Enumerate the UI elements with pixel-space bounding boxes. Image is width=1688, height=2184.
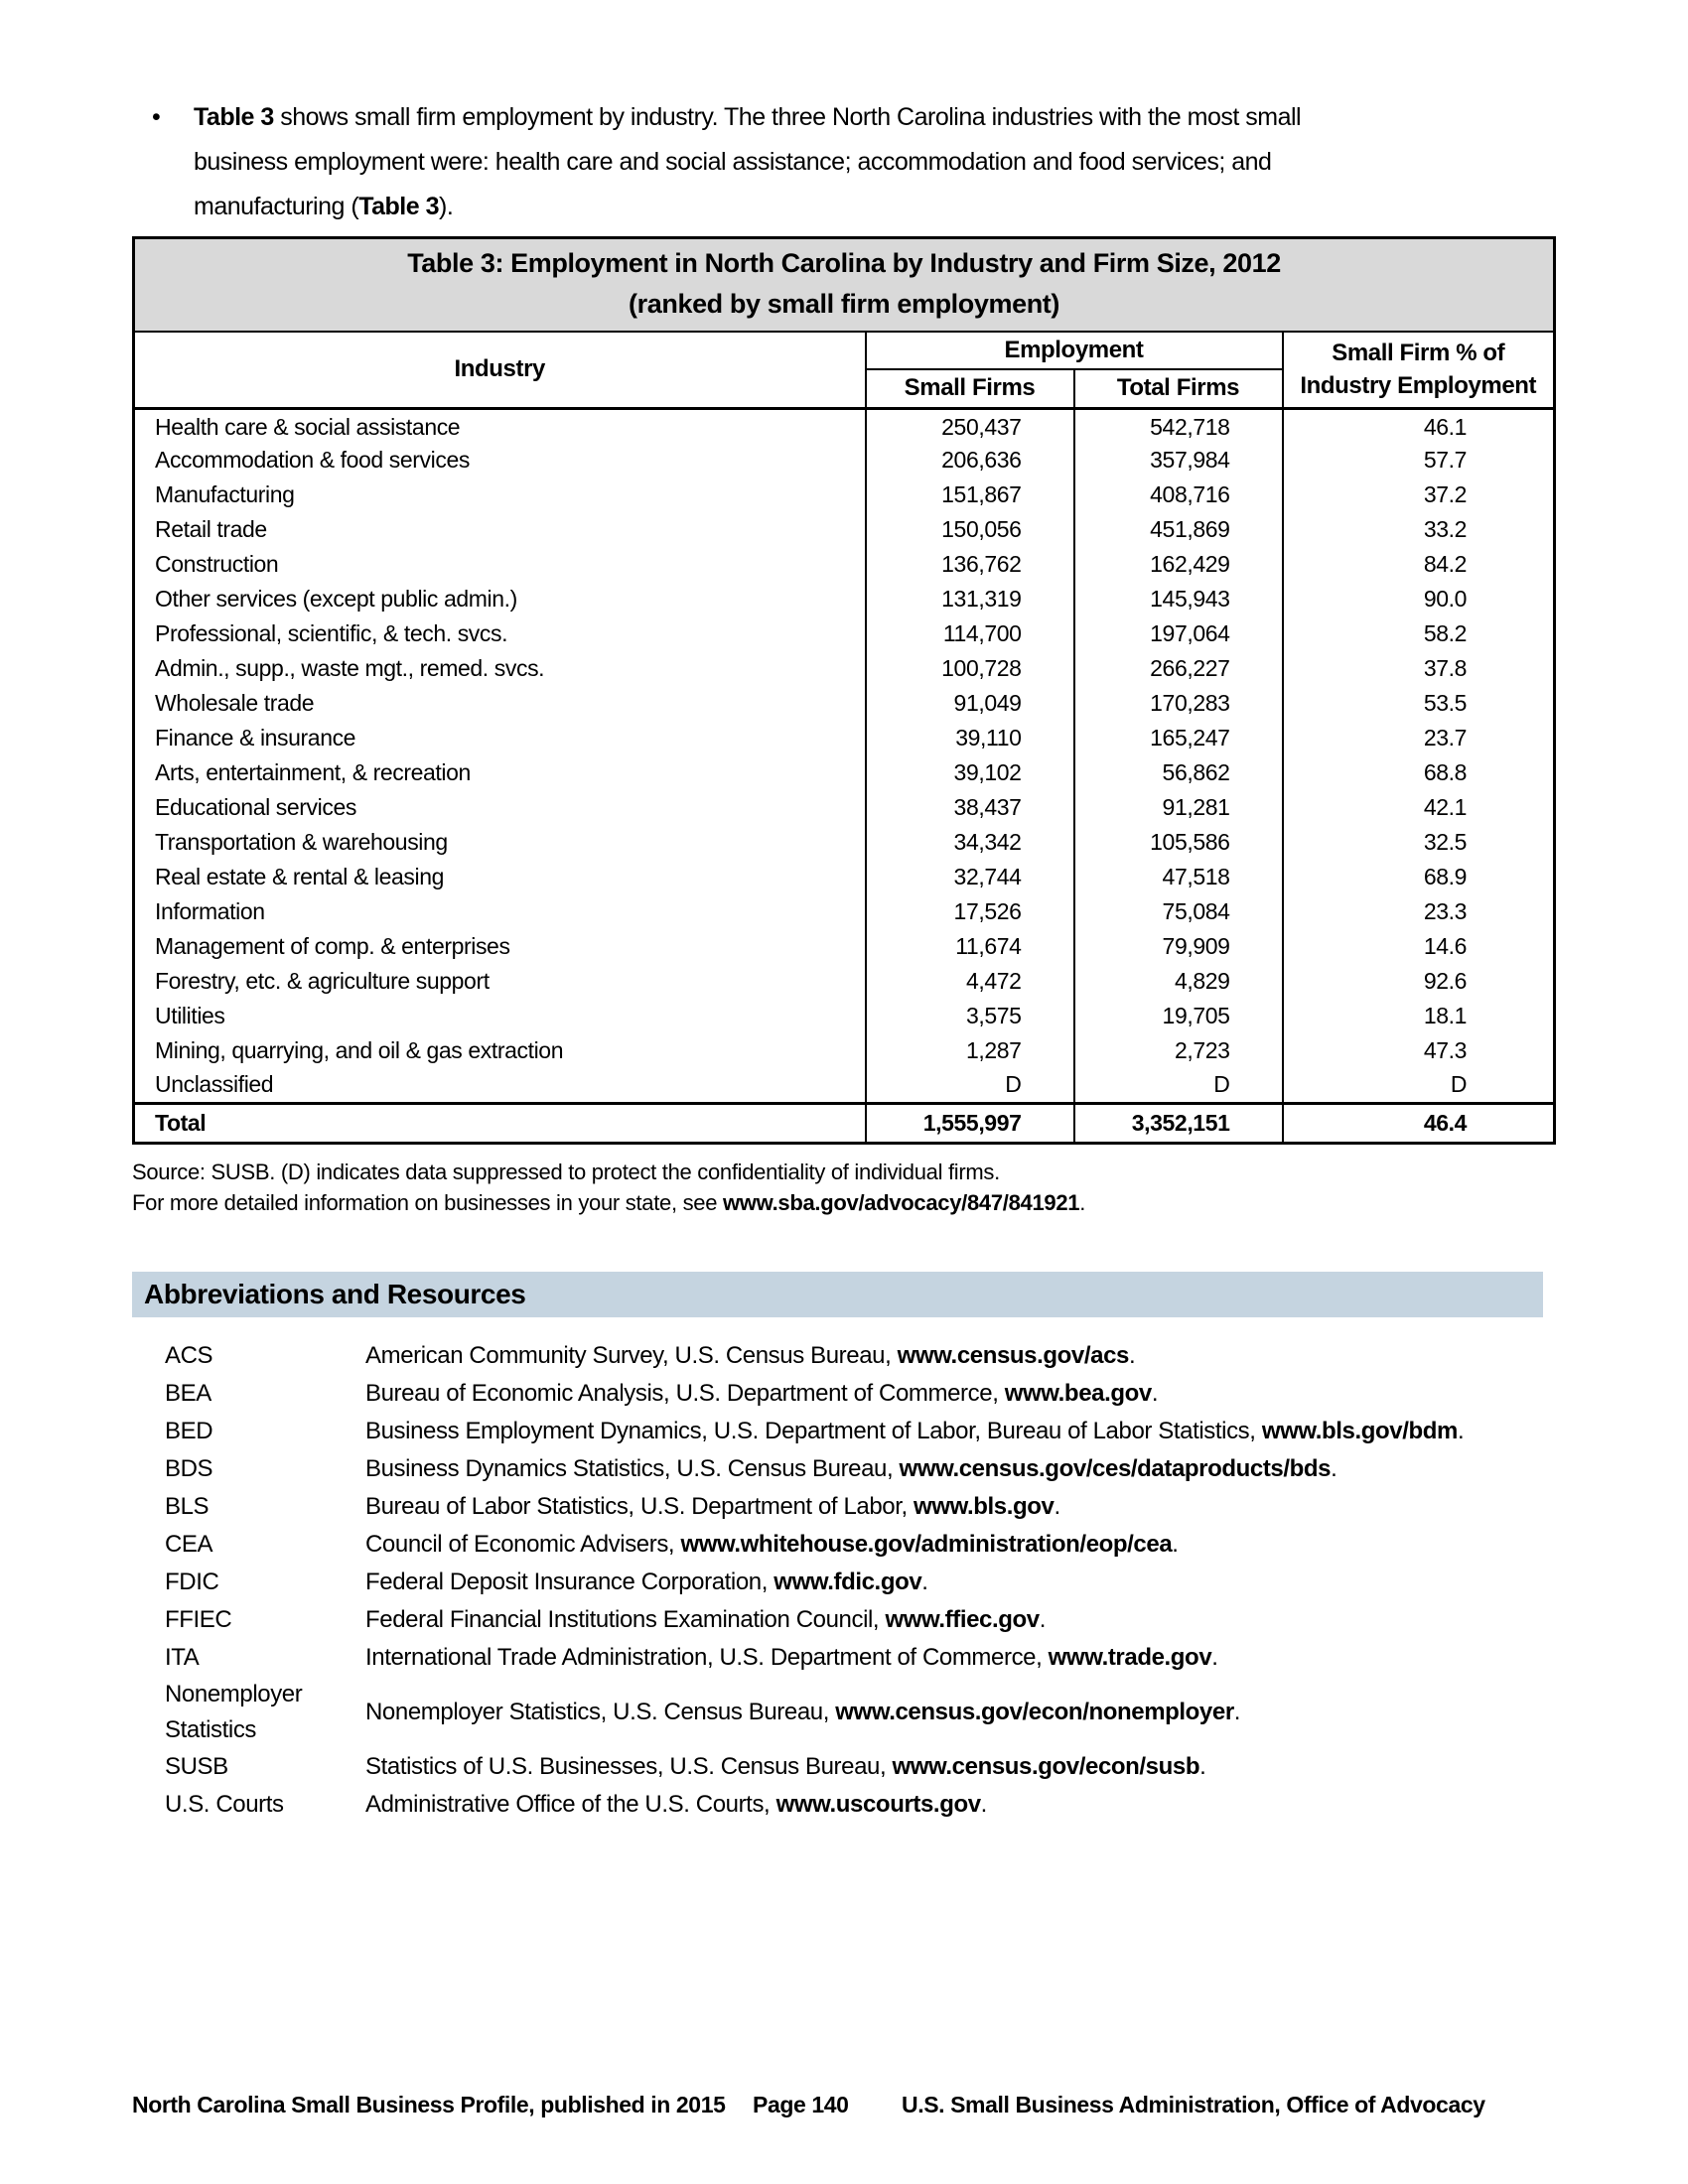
table-title [134, 238, 1555, 333]
abbreviation-row [165, 1564, 1553, 1601]
footer-document-title: North Carolina Small Business Profile, published in 2015 [132, 2092, 726, 2117]
table-row [134, 929, 1555, 964]
employment-table [132, 236, 1556, 1145]
total-firms-cell: 357,984 [1074, 443, 1283, 478]
table-row [134, 790, 1555, 825]
sba-advocacy-link[interactable]: www.sba.gov/advocacy/847/841921 [722, 1189, 1080, 1215]
pct-cell: 68.8 [1423, 759, 1468, 785]
pct-cell: D [1450, 1071, 1468, 1098]
abbreviation-row [165, 1526, 1553, 1564]
table-row [134, 1068, 1555, 1103]
small-firms-cell: 91,049 [866, 686, 1074, 721]
small-firms-cell: 206,636 [866, 443, 1074, 478]
small-firms-cell: 17,526 [866, 894, 1074, 929]
small-firms-cell: 38,437 [866, 790, 1074, 825]
abbreviation-row [165, 1375, 1553, 1413]
industry-cell: Professional, scientific, & tech. svcs. [134, 616, 866, 651]
total-firms-cell: 197,064 [1074, 616, 1283, 651]
total-pct: 46.4 [1283, 1103, 1555, 1143]
table-title-row [134, 238, 1555, 333]
total-firms-cell: 2,723 [1074, 1033, 1283, 1068]
bullet-text-line: manufacturing (Table 3). [194, 193, 454, 220]
table-row [134, 408, 1555, 443]
total-firms-cell: 542,718 [1074, 408, 1283, 443]
total-firms-cell: 165,247 [1074, 721, 1283, 755]
total-firms-cell: 56,862 [1074, 755, 1283, 790]
abbreviation-link[interactable]: www.bls.gov/bdm [1261, 1417, 1458, 1444]
industry-cell: Manufacturing [134, 478, 866, 512]
table-row [134, 999, 1555, 1033]
industry-cell: Transportation & warehousing [134, 825, 866, 860]
pct-cell: 84.2 [1423, 551, 1468, 577]
table-row [134, 443, 1555, 478]
table-row [134, 825, 1555, 860]
abbreviation-link[interactable]: www.census.gov/econ/susb [892, 1752, 1200, 1780]
small-firms-cell: 4,472 [866, 964, 1074, 999]
table-title-line1: Table 3: Employment in North Carolina by Industry and Firm Size, 2012 [407, 248, 1281, 278]
total-firms-cell: 47,518 [1074, 860, 1283, 894]
pct-cell: 14.6 [1423, 933, 1468, 959]
abbreviation-link[interactable]: www.whitehouse.gov/administration/eop/cea [680, 1530, 1173, 1558]
industry-cell: Management of comp. & enterprises [134, 929, 866, 964]
industry-cell: Real estate & rental & leasing [134, 860, 866, 894]
bullet-text [194, 95, 1553, 229]
pct-cell: 37.8 [1423, 655, 1468, 681]
small-firms-cell: 100,728 [866, 651, 1074, 686]
pct-cell: 47.3 [1423, 1037, 1468, 1063]
bullet-text-line: business employment were: health care and social assistance; accommodation and food services; and [194, 148, 1272, 176]
small-firms-cell: 151,867 [866, 478, 1074, 512]
abbreviation-description: Nonemployer Statistics, U.S. Census Bureau, www.census.gov/econ/nonemployer. [365, 1698, 1241, 1725]
small-firms-cell: 39,102 [866, 755, 1074, 790]
pct-cell: 23.7 [1423, 725, 1468, 751]
industry-cell: Retail trade [134, 512, 866, 547]
abbreviation-term: BDS [165, 1454, 213, 1482]
industry-cell: Other services (except public admin.) [134, 582, 866, 616]
footer-publisher: U.S. Small Business Administration, Office of Advocacy [902, 2092, 1485, 2117]
small-firms-cell: 250,437 [866, 408, 1074, 443]
total-label: Total [134, 1103, 866, 1143]
pct-cell: 46.1 [1423, 414, 1468, 441]
industry-cell: Educational services [134, 790, 866, 825]
abbreviation-term: FDIC [165, 1568, 219, 1595]
pct-cell: 53.5 [1423, 690, 1468, 716]
abbreviation-link[interactable]: www.fdic.gov [774, 1568, 922, 1595]
pct-cell: 90.0 [1423, 586, 1468, 612]
small-firms-cell: 150,056 [866, 512, 1074, 547]
total-firms-cell: 91,281 [1074, 790, 1283, 825]
abbreviation-description: Statistics of U.S. Businesses, U.S. Census Bureau, www.census.gov/econ/susb. [365, 1752, 1206, 1780]
industry-cell: Arts, entertainment, & recreation [134, 755, 866, 790]
page-footer [132, 2085, 1553, 2124]
abbreviation-description: Council of Economic Advisers, www.whitehouse.gov/administration/eop/cea. [365, 1530, 1179, 1558]
abbreviations-section-header: Abbreviations and Resources [132, 1272, 1543, 1317]
table-row [134, 582, 1555, 616]
total-firms-cell: 408,716 [1074, 478, 1283, 512]
small-firms-cell: 114,700 [866, 616, 1074, 651]
bullet-paragraph [132, 95, 1553, 229]
abbreviation-description: Business Employment Dynamics, U.S. Department of Labor, Bureau of Labor Statistics, www.bls.gov/bdm. [365, 1417, 1465, 1444]
table-row [134, 755, 1555, 790]
abbreviation-description: Federal Deposit Insurance Corporation, www.fdic.gov. [365, 1568, 928, 1595]
small-firms-cell: 3,575 [866, 999, 1074, 1033]
pct-cell: 42.1 [1423, 794, 1468, 820]
abbreviation-row [165, 1413, 1553, 1450]
industry-cell: Wholesale trade [134, 686, 866, 721]
abbreviations-list [132, 1337, 1553, 1824]
abbreviation-term: BED [165, 1417, 213, 1444]
abbreviation-row [165, 1450, 1553, 1488]
column-header-small-firm-pct: Small Firm % of Industry Employment [1283, 332, 1555, 408]
total-firms-cell: 145,943 [1074, 582, 1283, 616]
abbreviation-term: BLS [165, 1492, 210, 1520]
table-row [134, 721, 1555, 755]
total-firms-cell: 162,429 [1074, 547, 1283, 582]
table-total-row [134, 1103, 1555, 1143]
column-header-total-firms: Total Firms [1074, 369, 1283, 408]
industry-cell: Forestry, etc. & agriculture support [134, 964, 866, 999]
table-title-line2: (ranked by small firm employment) [629, 289, 1059, 319]
total-total-firms: 3,352,151 [1074, 1103, 1283, 1143]
table-source-notes [132, 1157, 1553, 1218]
table-row [134, 1033, 1555, 1068]
abbreviation-term: SUSB [165, 1752, 228, 1780]
column-header-employment: Employment [866, 332, 1283, 369]
small-firms-cell: 39,110 [866, 721, 1074, 755]
small-firms-cell: 136,762 [866, 547, 1074, 582]
abbreviation-link[interactable]: www.census.gov/acs [897, 1341, 1129, 1369]
industry-cell: Admin., supp., waste mgt., remed. svcs. [134, 651, 866, 686]
abbreviation-link[interactable]: www.ffiec.gov [885, 1605, 1040, 1633]
pct-cell: 23.3 [1423, 898, 1468, 924]
table-row [134, 686, 1555, 721]
small-firms-cell: 131,319 [866, 582, 1074, 616]
total-firms-cell: 105,586 [1074, 825, 1283, 860]
abbreviation-term: U.S. Courts [165, 1790, 284, 1818]
table-row [134, 964, 1555, 999]
abbreviation-row [165, 1337, 1553, 1375]
pct-cell: 92.6 [1423, 968, 1468, 994]
pct-cell: 32.5 [1423, 829, 1468, 855]
abbreviation-term: ACS [165, 1341, 213, 1369]
industry-cell: Construction [134, 547, 866, 582]
small-firms-cell: D [866, 1068, 1074, 1103]
abbreviation-description: Business Dynamics Statistics, U.S. Census Bureau, www.census.gov/ces/dataproducts/bds. [365, 1454, 1337, 1482]
industry-cell: Health care & social assistance [134, 408, 866, 443]
pct-cell: 68.9 [1423, 864, 1468, 889]
abbreviation-row [165, 1748, 1553, 1786]
table-row [134, 547, 1555, 582]
pct-cell: 57.7 [1423, 447, 1468, 473]
pct-cell: 18.1 [1423, 1003, 1468, 1028]
abbreviation-link[interactable]: www.bls.gov [914, 1492, 1055, 1520]
abbreviation-row [165, 1639, 1553, 1677]
abbreviation-description: International Trade Administration, U.S. Department of Commerce, www.trade.gov. [365, 1643, 1218, 1671]
abbreviation-description: Bureau of Labor Statistics, U.S. Department of Labor, www.bls.gov. [365, 1492, 1060, 1520]
total-firms-cell: 170,283 [1074, 686, 1283, 721]
abbreviation-row [165, 1488, 1553, 1526]
table-header-row-group [134, 332, 1555, 369]
abbreviation-term: ITA [165, 1643, 200, 1671]
abbreviation-link[interactable]: www.uscourts.gov [775, 1790, 981, 1818]
page-content [132, 0, 1553, 1824]
abbreviation-link[interactable]: www.census.gov/econ/nonemployer [835, 1698, 1234, 1725]
total-firms-cell: D [1074, 1068, 1283, 1103]
industry-cell: Unclassified [134, 1068, 866, 1103]
small-firms-cell: 11,674 [866, 929, 1074, 964]
abbreviation-row [165, 1677, 1553, 1748]
table-row [134, 651, 1555, 686]
small-firms-cell: 1,287 [866, 1033, 1074, 1068]
abbreviation-description: Administrative Office of the U.S. Courts, www.uscourts.gov. [365, 1790, 987, 1818]
pct-cell: 33.2 [1423, 516, 1468, 542]
industry-cell: Utilities [134, 999, 866, 1033]
abbreviation-term: FFIEC [165, 1605, 232, 1633]
total-firms-cell: 75,084 [1074, 894, 1283, 929]
industry-cell: Mining, quarrying, and oil & gas extraction [134, 1033, 866, 1068]
total-small-firms: 1,555,997 [866, 1103, 1074, 1143]
abbreviation-description: American Community Survey, U.S. Census Bureau, www.census.gov/acs. [365, 1341, 1136, 1369]
small-firms-cell: 34,342 [866, 825, 1074, 860]
industry-cell: Information [134, 894, 866, 929]
table-row [134, 478, 1555, 512]
table-row [134, 512, 1555, 547]
abbreviation-row [165, 1786, 1553, 1824]
abbreviation-term: BEA [165, 1379, 211, 1407]
small-firms-cell: 32,744 [866, 860, 1074, 894]
pct-cell: 58.2 [1423, 620, 1468, 646]
column-header-industry: Industry [134, 332, 866, 408]
abbreviation-term: CEA [165, 1530, 213, 1558]
total-firms-cell: 266,227 [1074, 651, 1283, 686]
industry-cell: Accommodation & food services [134, 443, 866, 478]
industry-cell: Finance & insurance [134, 721, 866, 755]
abbreviation-link[interactable]: www.bea.gov [1004, 1379, 1152, 1407]
table-row [134, 616, 1555, 651]
bullet-text-line: Table 3 shows small firm employment by industry. The three North Carolina industries with the most small [194, 103, 1302, 131]
abbreviation-link[interactable]: www.census.gov/ces/dataproducts/bds [899, 1454, 1332, 1482]
abbreviation-description: Federal Financial Institutions Examination Council, www.ffiec.gov. [365, 1605, 1047, 1633]
abbreviation-term: Nonemployer Statistics [165, 1680, 303, 1743]
column-header-small-firms: Small Firms [866, 369, 1074, 408]
source-note-line2: For more detailed information on businesses in your state, see www.sba.gov/advocacy/847/841921. [132, 1189, 1086, 1215]
table-row [134, 860, 1555, 894]
abbreviation-row [165, 1601, 1553, 1639]
total-firms-cell: 451,869 [1074, 512, 1283, 547]
table-row [134, 894, 1555, 929]
total-firms-cell: 79,909 [1074, 929, 1283, 964]
abbreviation-description: Bureau of Economic Analysis, U.S. Department of Commerce, www.bea.gov. [365, 1379, 1159, 1407]
total-firms-cell: 19,705 [1074, 999, 1283, 1033]
footer-page-number: Page 140 [753, 2092, 849, 2117]
source-note-line1: Source: SUSB. (D) indicates data suppressed to protect the confidentiality of individual firms. [132, 1159, 1000, 1184]
bullet-marker: • [152, 103, 161, 131]
abbreviation-link[interactable]: www.trade.gov [1048, 1643, 1212, 1671]
total-firms-cell: 4,829 [1074, 964, 1283, 999]
pct-cell: 37.2 [1423, 481, 1468, 507]
